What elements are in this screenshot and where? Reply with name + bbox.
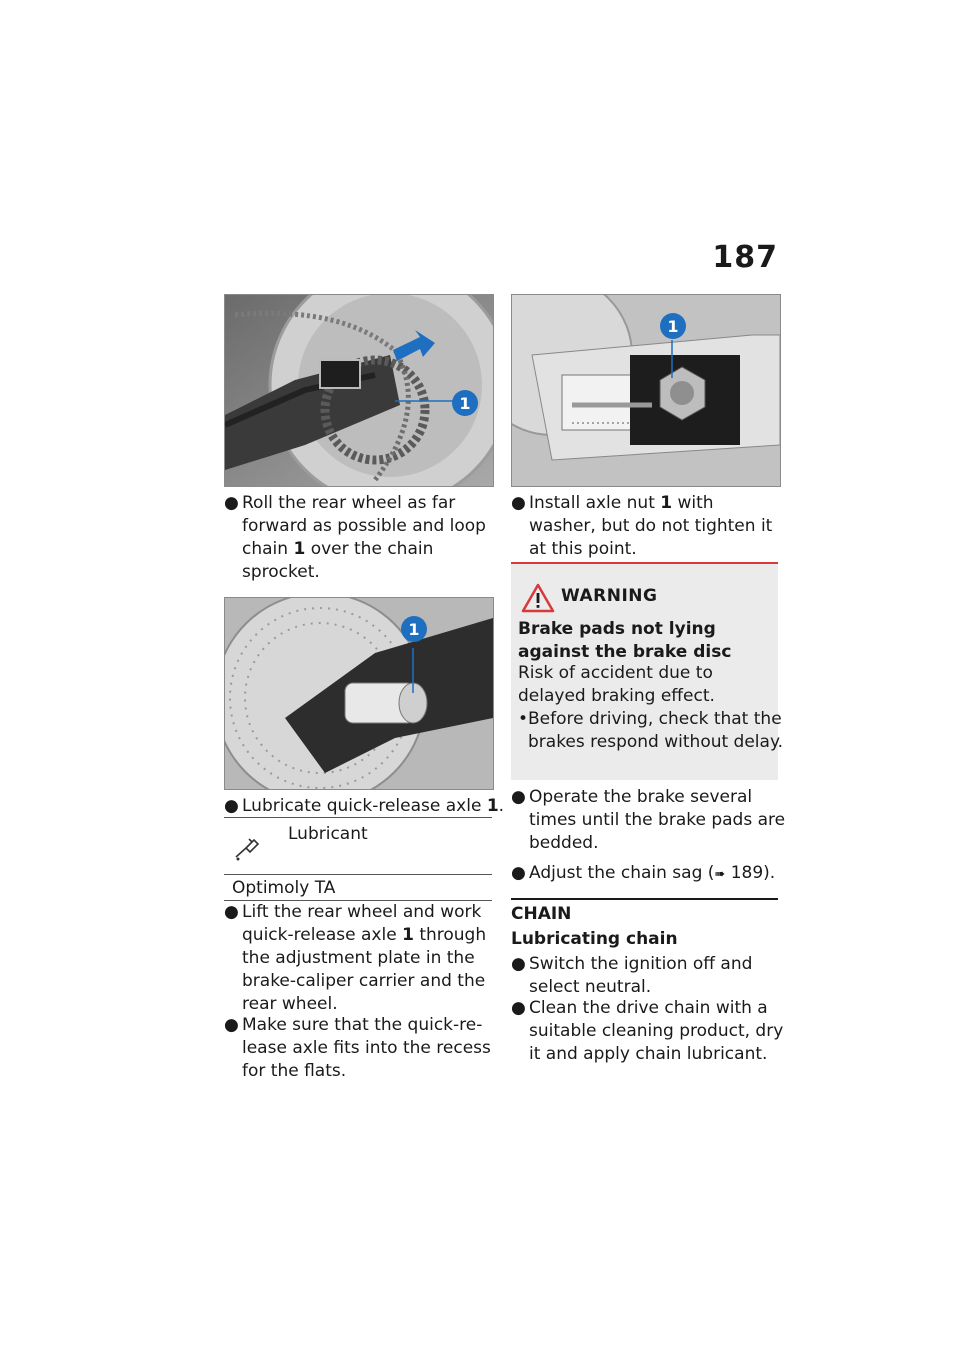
list-item: ● Install axle nut 1 with washer, but do not tighten it at this point. [511,493,773,559]
page-reference-arrow-icon: ➠ [714,867,726,882]
svg-text:1: 1 [667,317,679,336]
subsection-title: Lubricating chain [511,929,678,949]
bullet-icon: • [518,709,529,729]
bullet-icon: ● [224,796,239,816]
figure-quick-release-axle [224,597,494,790]
figure-axle-nut [511,294,781,487]
warning-text: Risk of accident due to delayed braking effect. [518,663,715,706]
lubricant-value: Optimoly TA [232,878,336,898]
bullet-icon: ● [511,493,526,513]
lubricant-label: Lubricant [288,824,368,844]
bullet-icon: ● [224,493,239,513]
warning-action: • Before driving, check that the brakes respond without delay. [518,709,783,752]
section-divider [511,898,778,900]
bullet-icon: ● [511,863,526,883]
list-item: ● Operate the brake several times until the brake pads are bedded. [511,787,786,853]
figure-chain-sprocket [224,294,494,487]
svg-text:1: 1 [408,620,420,639]
warning-heading: Brake pads not lying against the brake disc [518,619,732,662]
list-item: ● Lubricate quick-release axle 1. [224,796,505,816]
page-number: 187 [712,240,778,275]
bullet-icon: ● [511,787,526,807]
list-item: ● Adjust the chain sag (➠ 189). [511,863,776,883]
callout-1-icon [400,615,428,643]
list-item: ● Roll the rear wheel as far forward as possible and loop chain 1 over the chain sprocket. [224,493,486,582]
svg-text:1: 1 [459,394,471,413]
bullet-icon: ● [224,1015,239,1035]
warning-title: WARNING [561,586,658,606]
warning-triangle-icon [521,582,555,614]
section-title: CHAIN [511,904,572,924]
oil-can-icon [232,832,262,862]
bullet-icon: ● [511,998,526,1018]
list-item: ● Clean the drive chain with a suitable cleaning product, dry it and apply chain lubricant. [511,998,784,1064]
callout-1-icon [451,389,479,417]
lubricant-table [224,817,492,901]
callout-1-icon [659,312,687,340]
bullet-icon: ● [511,954,526,974]
bullet-icon: ● [224,902,239,922]
list-item: ● Switch the ignition off and select neutral. [511,954,753,997]
lubricant-header [224,818,492,875]
list-item: ● Make sure that the quick-re-lease axle fits into the recess for the flats. [224,1015,491,1081]
warning-box [511,562,783,780]
list-item: ● Lift the rear wheel and work quick-release axle 1 through the adjustment plate in the brake-caliper carrier and the rear wheel. [224,902,487,1014]
